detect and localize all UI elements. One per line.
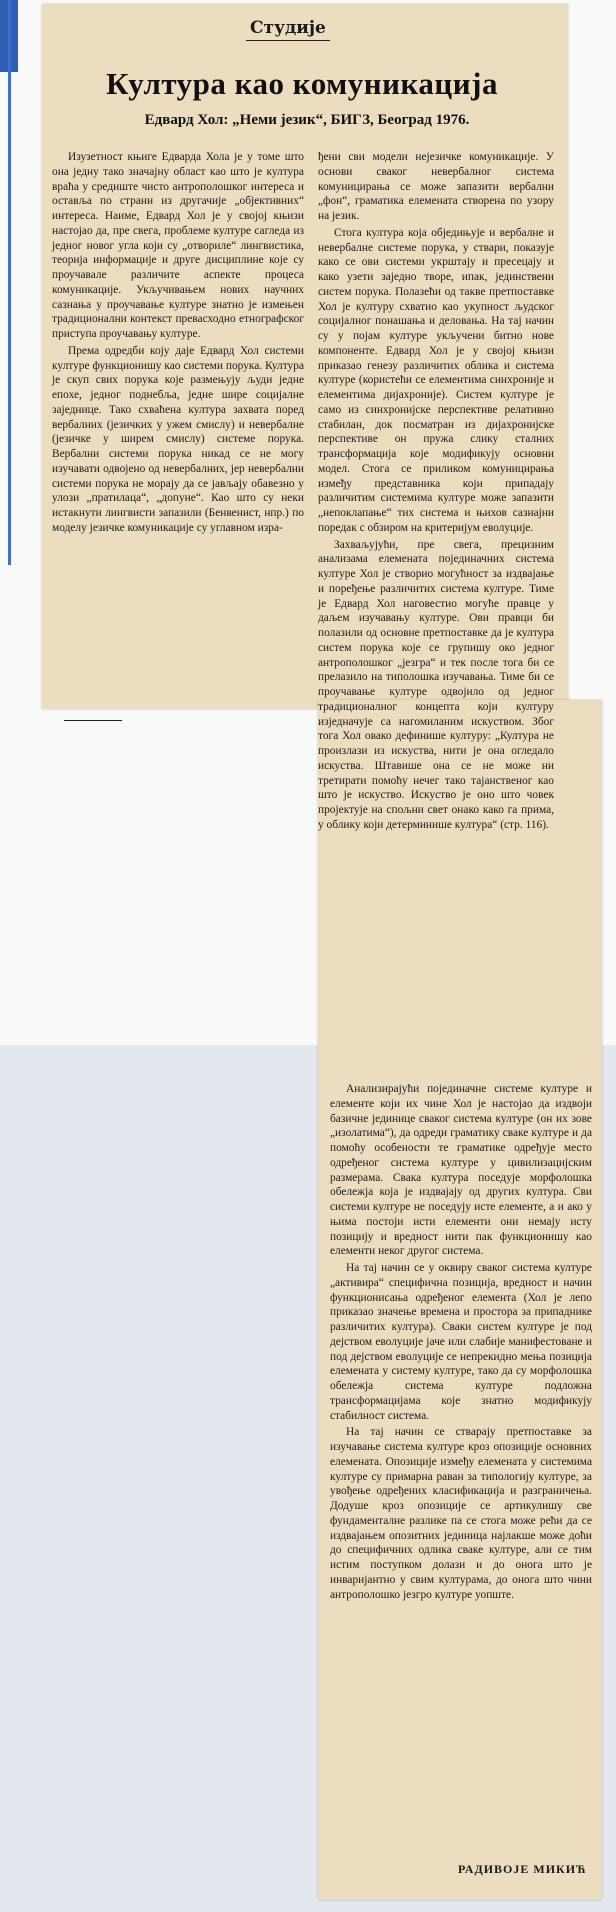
paragraph: На тај начин се стварају претпоставке за изучавање система културе кроз опозиције основних елемената. Опозиције између елемената у системима културе су примарна раван за типологију културе, за увођење одређених класификација и разграничења. Додуше кроз опозиције се артикулишу све фундаменталне разлике па се стога може рећи да се издвајањем опозитних јединица најлакше може доћи до специфичних одлика сваке културе, али се тим истим поступком долази и до онога што је инваријантно у свим културама, до онога што чини антрополошко језгро културе уопште. [330, 1426, 592, 1601]
paragraph: Према одредби коју даје Едвард Хол системи културе функционишу као системи порука. Култура је скуп свих порука које размењују људи једне епохе, једног поднебља, једне шире социјалне заједнице. Тако схваћена култура захвата поред вербалних (језичких у ужем смислу) и невербалне (језичке у ширем смислу) системе порука. Вербални системи порука никад се не могу изучавати одвојено од невербалних, јер невербални системи порука не морају да се јављају обавезно у улози „пратилаца“, „допуне“. Као што су неки истакнути лингвисти запазили (Бенвенист, нпр.) по моделу језичке комуникације су углавном изра- [52, 344, 304, 534]
paragraph: Изузетност књиге Едварда Хола је у томе што она једну тако значајну област као што је култура враћа у средиште чисто антрополошког интереса и оставља по страни из другачије „објективних“ интереса. Наиме, Едвард Хол је у својој књизи настојао да, пре свега, проблеме културе сагледа из једног новог угла који су „отвориле“ лингвистика, теорија информације и друге дисциплине које су проучавале различите аспекте процеса комуникације. Укључивањем нових научних сазнања у проучавање културе знатно је измењен традиционални контекст превасходно етнографског приступа проучавању културе. [52, 151, 304, 340]
article-column-2 [318, 150, 554, 835]
page-edge-line [8, 0, 11, 565]
rubric-underline [246, 40, 330, 41]
paragraph: Захваљујући, пре свега, прецизним анализама елемената појединачних система културе Хол је створио могућност за издвајање и поређење различитих система културе. Тиме је Едвард Хол наговестио могуће правце у даљем изучавању културе. Ови правци би полазили од основне претпоставке да је култура систем порука које се групишу око једног антрополошког „језгра“ и тек после тога би се прелазило на типолошка изучавања. Тиме би се проучавање културе одвојило од једног традиционалног концепта који културу изједначује са нагомиланим искуством. Због тога Хол овако дефинише културу: „Култура не произлази из искуства, нити је она огледало искуства. Штавише она се не може ни третирати помоћу нечег тако тајанственог као што је искуство. Искуство је оно што човек пројектује на спољни свет онако како га прима, у облику који детерминише култура“ (стр. 116). [318, 538, 554, 831]
paragraph: ђени сви модели нејезичке комуникације. У основи сваког невербалног система комуницирања се може запазити вербални „фон“, граматика елемената створена по узору на језик. [318, 151, 554, 222]
author-signature: РАДИВОЈЕ МИКИЋ [458, 1862, 587, 1876]
column-end-rule [64, 720, 122, 721]
article-subtitle: Едвард Хол: „Неми језик“, БИГЗ, Београд 1976. [144, 112, 470, 128]
paragraph: Анализирајући појединачне системе културе и елементе који их чине Хол је настојао да издвоји базичне јединице сваког система културе (он их зове „изолатима“), да одреди граматику сваке културе и да помоћу особености те граматике одређује место одређеног система културе у цивилизацијским размерама. Свака култура поседује морфолошка обележја која је издвајају од других култура. Сви системи културе не поседују исте елементе, а и ако у њима постоји исти елементи они немају исту позицију и вредност нити пак функционишу као елементи неког другог система. [330, 1083, 592, 1258]
paragraph: Стога култура која обједињује и вербалне и невербалне системе порука, у ствари, показује како се ови системи укрштају и пресецају и како узети заједно творе, ипак, јединствени систем порука. Полазећи од такве претпоставке Хол је културу схватио као укупност људског социјалног понашања и деловања. На тај начин су у појам културе укључени битно нове компоненте. Едвард Хол је у својој књизи приказао генезу различитих облика и система културе (користећи се елементима синхроније и елементима дијахроније). Систем културе је само из синхронијске перспективе релативно стабилан, док посматран из дијахронијске перспективе он пружа слику сталних трансформација које модификују основни модел. Стога се приликом комуницирања између представника који припадају различитим системима културе може запазити „непоклапање“ тих система и њихов сазнајни поредак с обзиром на критеријум еволуције. [318, 226, 554, 534]
rubric-label: Студије [250, 18, 326, 38]
article-column-3 [330, 1082, 592, 1604]
article-column-1 [52, 150, 304, 538]
article-headline: Култура као комуникација [106, 66, 498, 101]
paragraph: На тај начин се у оквиру сваког система културе „активира“ специфична позиција, вредност и начин функционисања одређеног елемента (Хол је лепо приказао значење времена и простора за припаднике различитих култура). Сваки систем културе је под дејством еволуције јаче или слабије манифестоване и под дејством еволуције се непрекидно мења позиција елемената у систему културе, тако да су морфолошка обележја система културе подложна трансформацијама које знатно модификују стабилност система. [330, 1262, 592, 1422]
